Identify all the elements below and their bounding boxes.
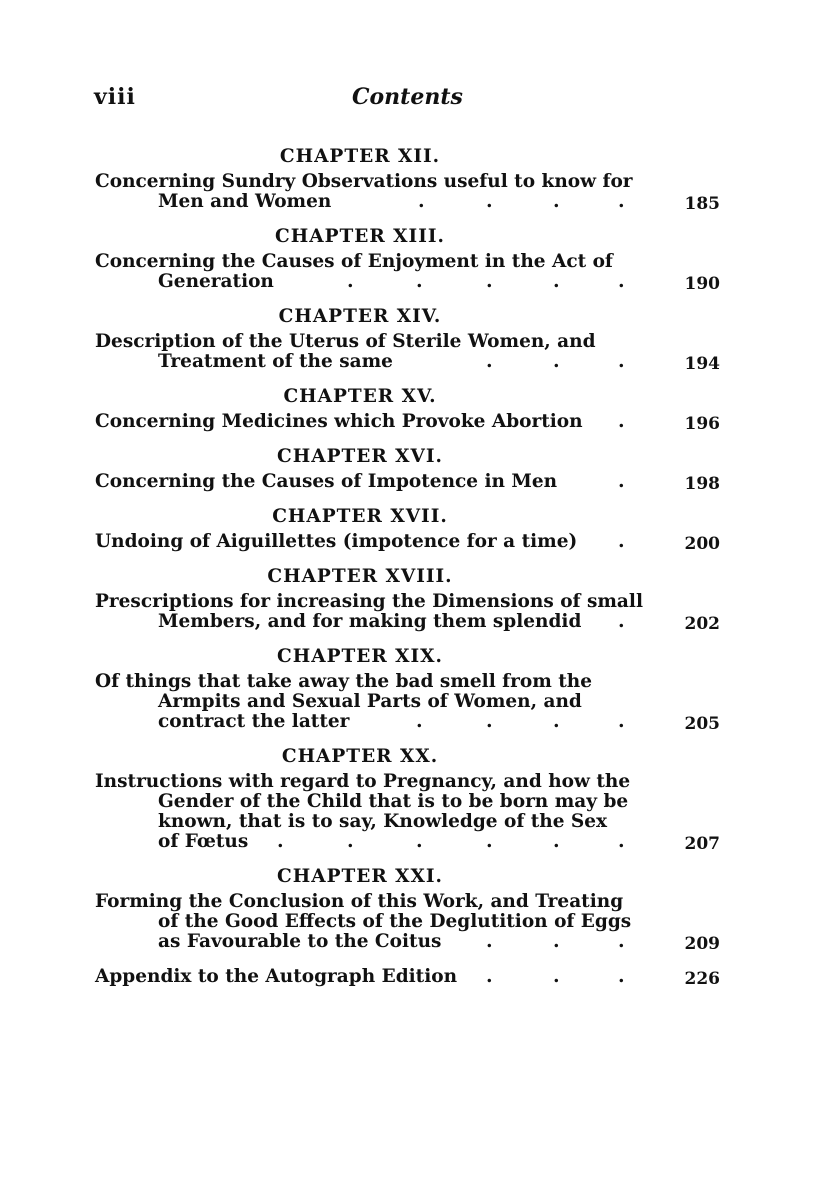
leader-dot: . xyxy=(347,830,354,852)
leader-dot: . xyxy=(416,830,423,852)
leader-dot: . xyxy=(553,710,560,732)
chapter-heading: CHAPTER XVII. xyxy=(272,506,448,527)
leader-dot: . xyxy=(486,965,493,987)
running-title: Contents xyxy=(352,84,463,110)
leader-dot: . xyxy=(553,965,560,987)
leader-dot: . xyxy=(553,270,560,292)
chapter-heading: CHAPTER XII. xyxy=(279,146,441,167)
leader-dot: . xyxy=(618,350,625,372)
leader-dot: . xyxy=(618,190,625,212)
chapter-heading: CHAPTER XX. xyxy=(281,746,439,767)
chapter-heading: CHAPTER XVI. xyxy=(277,446,443,467)
entry-title-line: Of things that take away the bad smell from the xyxy=(95,671,592,692)
leader-dot: . xyxy=(618,410,625,432)
entry-title-line: contract the latter xyxy=(158,711,350,732)
leader-dot: . xyxy=(486,710,493,732)
leader-dot: . xyxy=(618,610,625,632)
page-ref: 185 xyxy=(684,194,720,214)
chapter-heading: CHAPTER XIII. xyxy=(275,226,445,247)
entry-title-line: Generation xyxy=(158,271,274,292)
entry-title-line: Instructions with regard to Pregnancy, and how the xyxy=(95,771,631,792)
leader-dot: . xyxy=(553,190,560,212)
entry-title-line: known, that is to say, Knowledge of the Sex xyxy=(158,811,608,832)
page-ref: 196 xyxy=(684,414,720,434)
page-ref: 190 xyxy=(684,274,720,294)
chapter-heading: CHAPTER XIX. xyxy=(277,646,443,667)
leader-dot: . xyxy=(418,190,425,212)
chapter-heading: CHAPTER XXI. xyxy=(277,866,443,887)
leader-dot: . xyxy=(618,830,625,852)
leader-dot: . xyxy=(553,350,560,372)
leader-dot: . xyxy=(618,470,625,492)
chapter-heading: CHAPTER XVIII. xyxy=(267,566,453,587)
leader-dot: . xyxy=(618,710,625,732)
page-ref: 198 xyxy=(684,474,720,494)
entry-title-line: Armpits and Sexual Parts of Women, and xyxy=(158,691,582,712)
appendix-entry: Appendix to the Autograph Edition xyxy=(95,966,458,987)
leader-dot: . xyxy=(618,530,625,552)
leader-dot: . xyxy=(486,270,493,292)
leader-dot: . xyxy=(277,830,284,852)
page-ref: 200 xyxy=(684,534,720,554)
leader-dot: . xyxy=(486,930,493,952)
entry-title-line: Gender of the Child that is to be born may be xyxy=(158,791,629,812)
entry-title-line: Concerning the Causes of Enjoyment in the Act of xyxy=(95,251,613,272)
leader-dot: . xyxy=(553,930,560,952)
entry-title-line: Forming the Conclusion of this Work, and Treating xyxy=(95,891,624,912)
entry-title-line: Men and Women xyxy=(158,191,332,212)
leader-dot: . xyxy=(486,830,493,852)
page-ref: 205 xyxy=(684,714,720,734)
entry-title-line: Concerning the Causes of Impotence in Men xyxy=(95,471,558,492)
leader-dot: . xyxy=(486,350,493,372)
leader-dot: . xyxy=(553,830,560,852)
leader-dot: . xyxy=(618,965,625,987)
chapter-heading: CHAPTER XIV. xyxy=(278,306,442,327)
entry-title-line: of Fœtus xyxy=(158,831,249,852)
entry-title-line: Members, and for making them splendid xyxy=(158,611,582,632)
chapter-heading: CHAPTER XV. xyxy=(283,386,437,407)
entry-title-line: Treatment of the same xyxy=(158,351,393,372)
entry-title-line: Undoing of Aiguillettes (impotence for a time) xyxy=(95,531,578,552)
page-ref: 207 xyxy=(684,834,720,854)
entry-title-line: of the Good Effects of the Deglutition of Eggs xyxy=(158,911,632,932)
page-ref: 226 xyxy=(684,969,720,989)
leader-dot: . xyxy=(618,270,625,292)
leader-dot: . xyxy=(347,270,354,292)
entry-title-line: Concerning Medicines which Provoke Abortion xyxy=(95,411,583,432)
entry-title-line: Description of the Uterus of Sterile Women, and xyxy=(95,331,596,352)
leader-dot: . xyxy=(486,190,493,212)
page-ref: 209 xyxy=(684,934,720,954)
page-ref: 202 xyxy=(684,614,720,634)
page-number: viii xyxy=(94,84,136,110)
leader-dot: . xyxy=(416,270,423,292)
page-ref: 194 xyxy=(684,354,720,374)
entry-title-line: Prescriptions for increasing the Dimensions of small xyxy=(95,591,643,612)
entry-title-line: Concerning Sundry Observations useful to know for xyxy=(95,171,633,192)
entry-title-line: as Favourable to the Coitus xyxy=(158,931,442,952)
leader-dot: . xyxy=(416,710,423,732)
leader-dot: . xyxy=(618,930,625,952)
